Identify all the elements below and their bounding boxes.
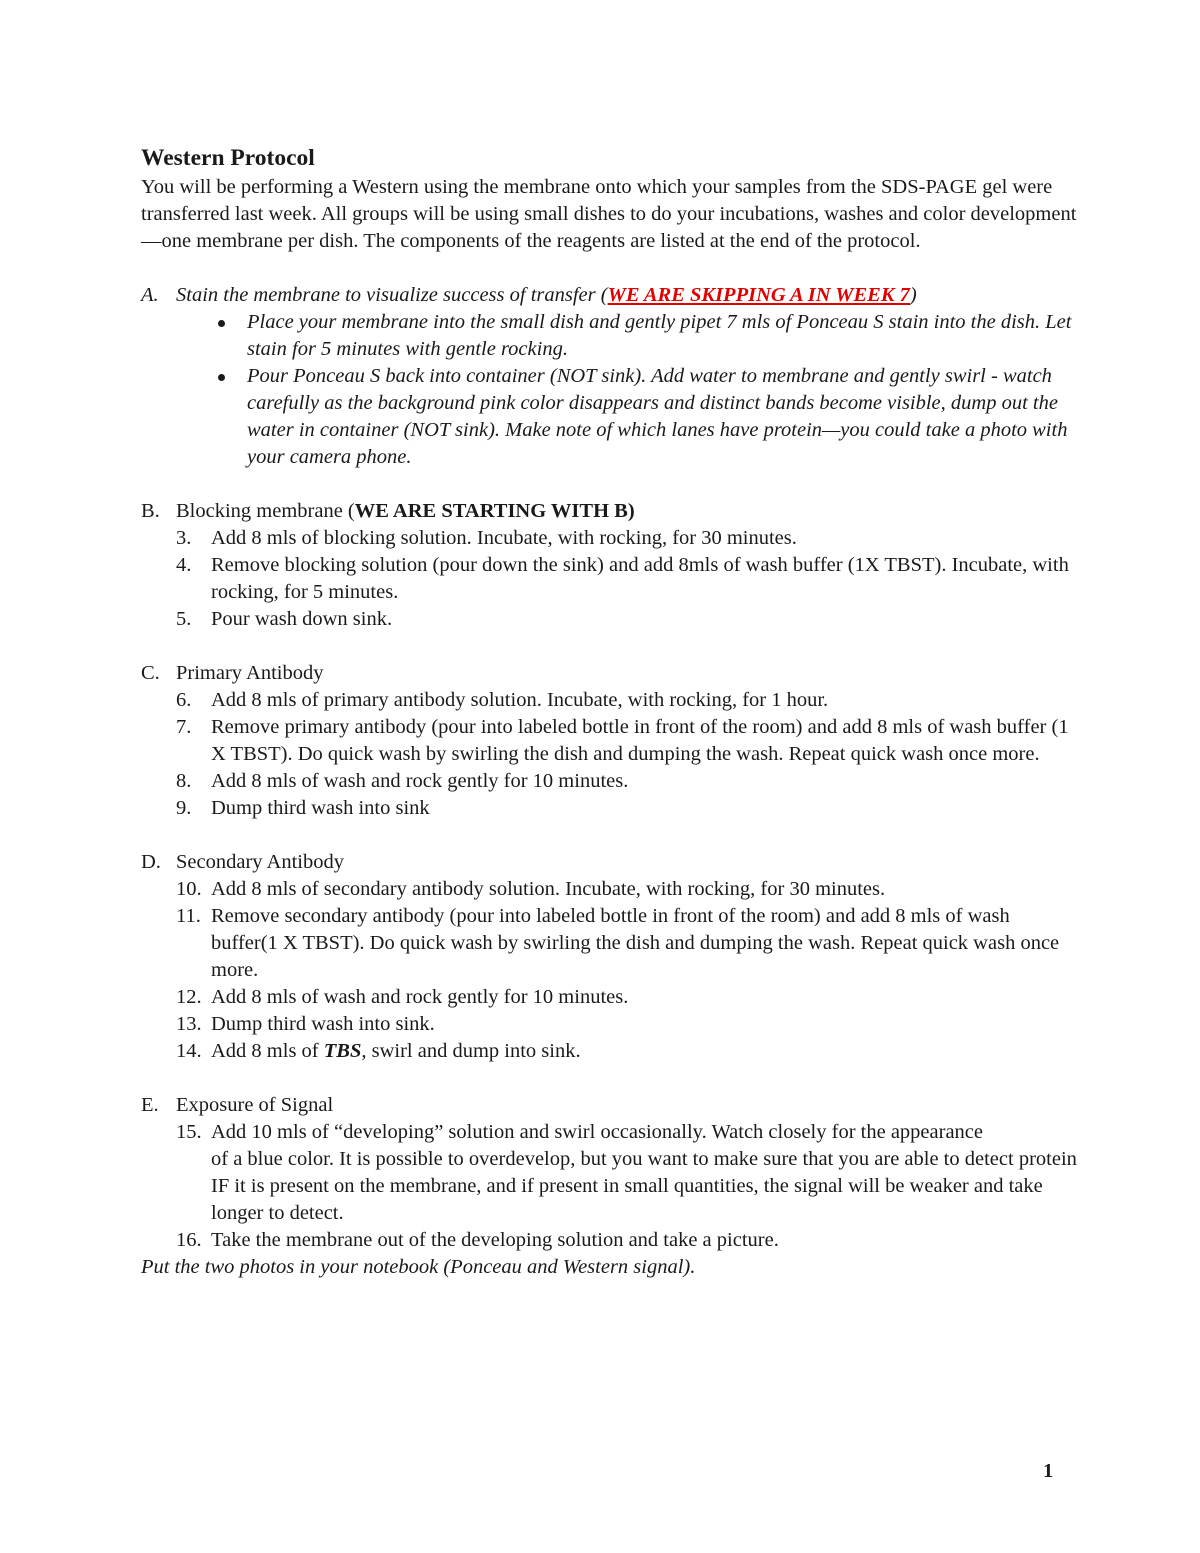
section-title: Blocking membrane (WE ARE STARTING WITH B)	[176, 500, 635, 522]
list-item: Pour Ponceau S back into container (NOT sink). Add water to membrane and gently swirl - watch carefully as the background pink color disappears and distinct bands become visible, dump out the water in container (NOT sink). Make note of which lanes have protein—you could take a photo with your camera phone.	[141, 363, 1081, 471]
skip-note: WE ARE SKIPPING A IN WEEK 7	[607, 284, 910, 306]
document-title: Western Protocol	[141, 145, 315, 171]
section-d-heading	[141, 849, 1081, 876]
list-item: 12. Add 8 mls of wash and rock gently for 10 minutes.	[176, 986, 629, 1008]
section-a-heading	[141, 282, 1081, 309]
bullet-icon	[218, 374, 225, 381]
bullet-icon	[218, 320, 225, 327]
section-letter: C.	[141, 662, 160, 684]
page-number: 1	[1043, 1460, 1054, 1482]
document-body	[141, 142, 1081, 1281]
list-item: 14. Add 8 mls of TBS, swirl and dump into sink.	[176, 1040, 581, 1062]
start-note: WE ARE STARTING WITH B)	[354, 500, 635, 522]
section-a	[141, 282, 1081, 471]
section-letter: E.	[141, 1094, 159, 1116]
tbs-emphasis: TBS	[323, 1040, 362, 1062]
section-title: Secondary Antibody	[176, 851, 344, 873]
section-d-steps	[141, 876, 1081, 1065]
list-item: 4. Remove blocking solution (pour down the sink) and add 8mls of wash buffer (1X TBST). Incubate, with rocking, for 5 minutes.	[176, 554, 1069, 603]
list-item: 3. Add 8 mls of blocking solution. Incubate, with rocking, for 30 minutes.	[176, 527, 797, 549]
section-letter: B.	[141, 500, 160, 522]
section-title: Primary Antibody	[176, 662, 324, 684]
section-letter: A.	[141, 284, 159, 306]
section-e-steps	[141, 1119, 1081, 1254]
list-item: Place your membrane into the small dish and gently pipet 7 mls of Ponceau S stain into the dish. Let stain for 5 minutes with gentle rocking.	[141, 309, 1081, 363]
section-d	[141, 849, 1081, 1065]
section-c-steps	[141, 687, 1081, 822]
closing-note: Put the two photos in your notebook (Ponceau and Western signal).	[141, 1256, 696, 1278]
list-item: 9. Dump third wash into sink	[176, 797, 430, 819]
list-item: 8. Add 8 mls of wash and rock gently for 10 minutes.	[176, 770, 629, 792]
section-c-heading	[141, 660, 1081, 687]
list-item: 6. Add 8 mls of primary antibody solution. Incubate, with rocking, for 1 hour.	[176, 689, 829, 711]
section-c	[141, 660, 1081, 822]
section-title: Stain the membrane to visualize success of transfer (WE ARE SKIPPING A IN WEEK 7)	[176, 284, 917, 306]
list-item: 15. Add 10 mls of “developing” solution and swirl occasionally. Watch closely for the appearance of a blue color. It is possible to overdevelop, but you want to make sure that you are able to detect protein IF it is present on the membrane, and if present in small quantities, the signal will be weaker and take longer to detect.	[176, 1121, 1077, 1224]
list-item: 11. Remove secondary antibody (pour into labeled bottle in front of the room) and add 8 mls of wash buffer(1 X TBST). Do quick wash by swirling the dish and dumping the wash. Repeat quick wash once more.	[176, 905, 1060, 981]
intro-paragraph: You will be performing a Western using the membrane onto which your samples from the SDS-PAGE gel were transferred last week. All groups will be using small dishes to do your incubations, washes and color development—one membrane per dish. The components of the reagents are listed at the end of the protocol.	[141, 176, 1077, 252]
section-letter: D.	[141, 851, 161, 873]
section-a-bullets	[141, 309, 1081, 471]
section-e	[141, 1092, 1081, 1254]
list-item: 13. Dump third wash into sink.	[176, 1013, 435, 1035]
list-item: 7. Remove primary antibody (pour into labeled bottle in front of the room) and add 8 mls of wash buffer (1 X TBST). Do quick wash by swirling the dish and dumping the wash. Repeat quick wash once more.	[176, 716, 1069, 765]
section-b-heading	[141, 498, 1081, 525]
section-b	[141, 498, 1081, 633]
section-e-heading	[141, 1092, 1081, 1119]
section-b-steps	[141, 525, 1081, 633]
list-item: 5. Pour wash down sink.	[176, 608, 393, 630]
list-item: 16. Take the membrane out of the developing solution and take a picture.	[176, 1229, 779, 1251]
list-item: 10. Add 8 mls of secondary antibody solution. Incubate, with rocking, for 30 minutes.	[176, 878, 886, 900]
section-title: Exposure of Signal	[176, 1094, 334, 1116]
